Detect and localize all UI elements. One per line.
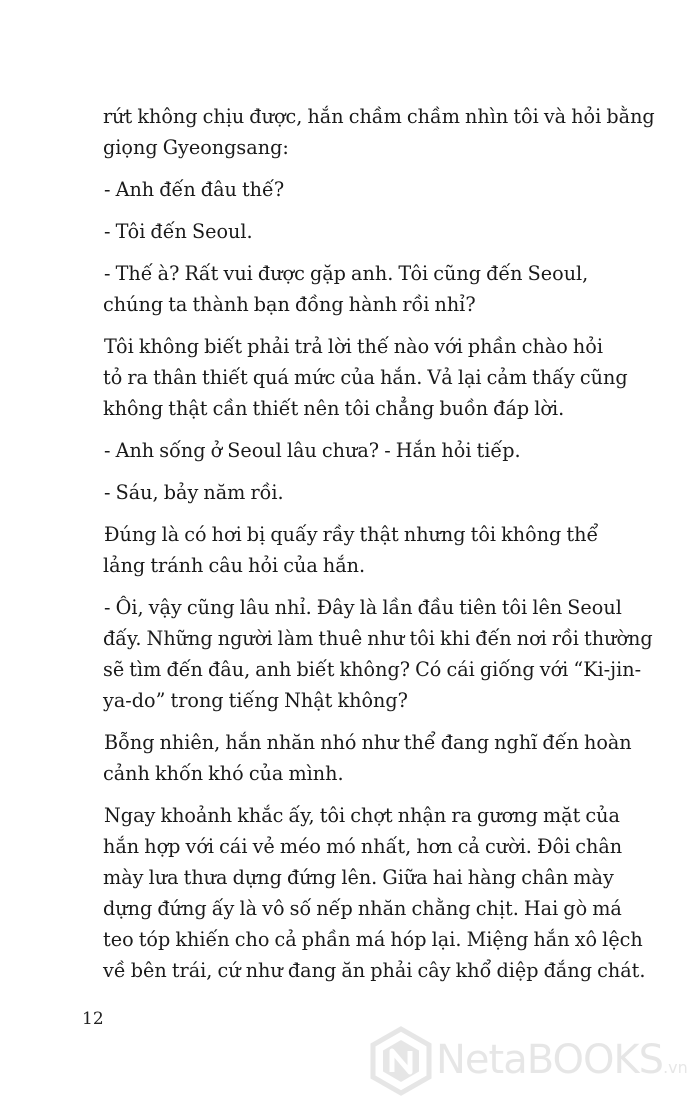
paragraph bbox=[103, 258, 623, 320]
body-text bbox=[103, 101, 655, 986]
text-line: mày lưa thưa dựng đứng lên. Giữa hai hàng chân mày bbox=[103, 866, 614, 889]
text-line: teo tóp khiến cho cả phần má hóp lại. Miệng hắn xô lệch bbox=[103, 928, 643, 951]
text-line: chúng ta thành bạn đồng hành rồi nhỉ? bbox=[103, 293, 476, 316]
paragraph bbox=[103, 331, 628, 424]
watermark-suffix: .vn bbox=[663, 1058, 688, 1077]
text-line: sẽ tìm đến đâu, anh biết không? Có cái giống với “Ki-jin- bbox=[103, 658, 642, 681]
paragraph bbox=[103, 101, 655, 163]
watermark-text bbox=[436, 1037, 688, 1088]
paragraph bbox=[103, 727, 632, 789]
netabooks-logo-icon bbox=[366, 1026, 436, 1096]
text-line: tỏ ra thân thiết quá mức của hắn. Vả lại cảm thấy cũng bbox=[103, 366, 628, 389]
text-line: - Tôi đến Seoul. bbox=[104, 220, 253, 243]
text-line: rứt không chịu được, hắn chầm chầm nhìn tôi và hỏi bằng bbox=[103, 105, 655, 128]
watermark bbox=[366, 1024, 686, 1096]
text-line: cảnh khốn khó của mình. bbox=[103, 762, 344, 785]
text-line: đấy. Những người làm thuê như tôi khi đến nơi rồi thường bbox=[103, 627, 653, 650]
text-line: ya-do” trong tiếng Nhật không? bbox=[103, 689, 408, 712]
text-line: Tôi không biết phải trả lời thế nào với phần chào hỏi bbox=[104, 335, 603, 358]
text-line: - Anh sống ở Seoul lâu chưa? - Hắn hỏi tiếp. bbox=[104, 439, 521, 462]
text-line: Đúng là có hơi bị quấy rầy thật nhưng tôi không thể bbox=[104, 523, 599, 546]
text-line: dựng đứng ấy là vô số nếp nhăn chằng chịt. Hai gò má bbox=[103, 897, 622, 920]
watermark-brand: NetaBOOKS bbox=[436, 1037, 664, 1083]
text-line: Bỗng nhiên, hắn nhăn nhó như thể đang nghĩ đến hoàn bbox=[104, 731, 632, 754]
paragraph bbox=[103, 435, 623, 466]
text-line: - Sáu, bảy năm rồi. bbox=[104, 481, 284, 504]
text-line: Ngay khoảnh khắc ấy, tôi chợt nhận ra gương mặt của bbox=[104, 804, 620, 827]
paragraph bbox=[103, 519, 623, 581]
paragraph bbox=[103, 174, 623, 205]
paragraph bbox=[103, 216, 623, 247]
paragraph bbox=[103, 800, 646, 986]
text-line: lảng tránh câu hỏi của hắn. bbox=[103, 554, 366, 577]
paragraph bbox=[103, 477, 623, 508]
text-line: giọng Gyeongsang: bbox=[103, 136, 289, 159]
text-line: - Anh đến đâu thế? bbox=[104, 178, 285, 201]
text-line: - Thế à? Rất vui được gặp anh. Tôi cũng đến Seoul, bbox=[104, 262, 589, 285]
text-line: không thật cần thiết nên tôi chẳng buồn đáp lời. bbox=[103, 397, 565, 420]
paragraph bbox=[103, 592, 653, 716]
page-number: 12 bbox=[82, 1009, 104, 1029]
text-line: hắn hợp với cái vẻ méo mó nhất, hơn cả cười. Đôi chân bbox=[103, 835, 623, 858]
text-line: về bên trái, cứ như đang ăn phải cây khổ diệp đắng chát. bbox=[103, 959, 646, 982]
text-line: - Ôi, vậy cũng lâu nhỉ. Đây là lần đầu tiên tôi lên Seoul bbox=[104, 596, 622, 619]
